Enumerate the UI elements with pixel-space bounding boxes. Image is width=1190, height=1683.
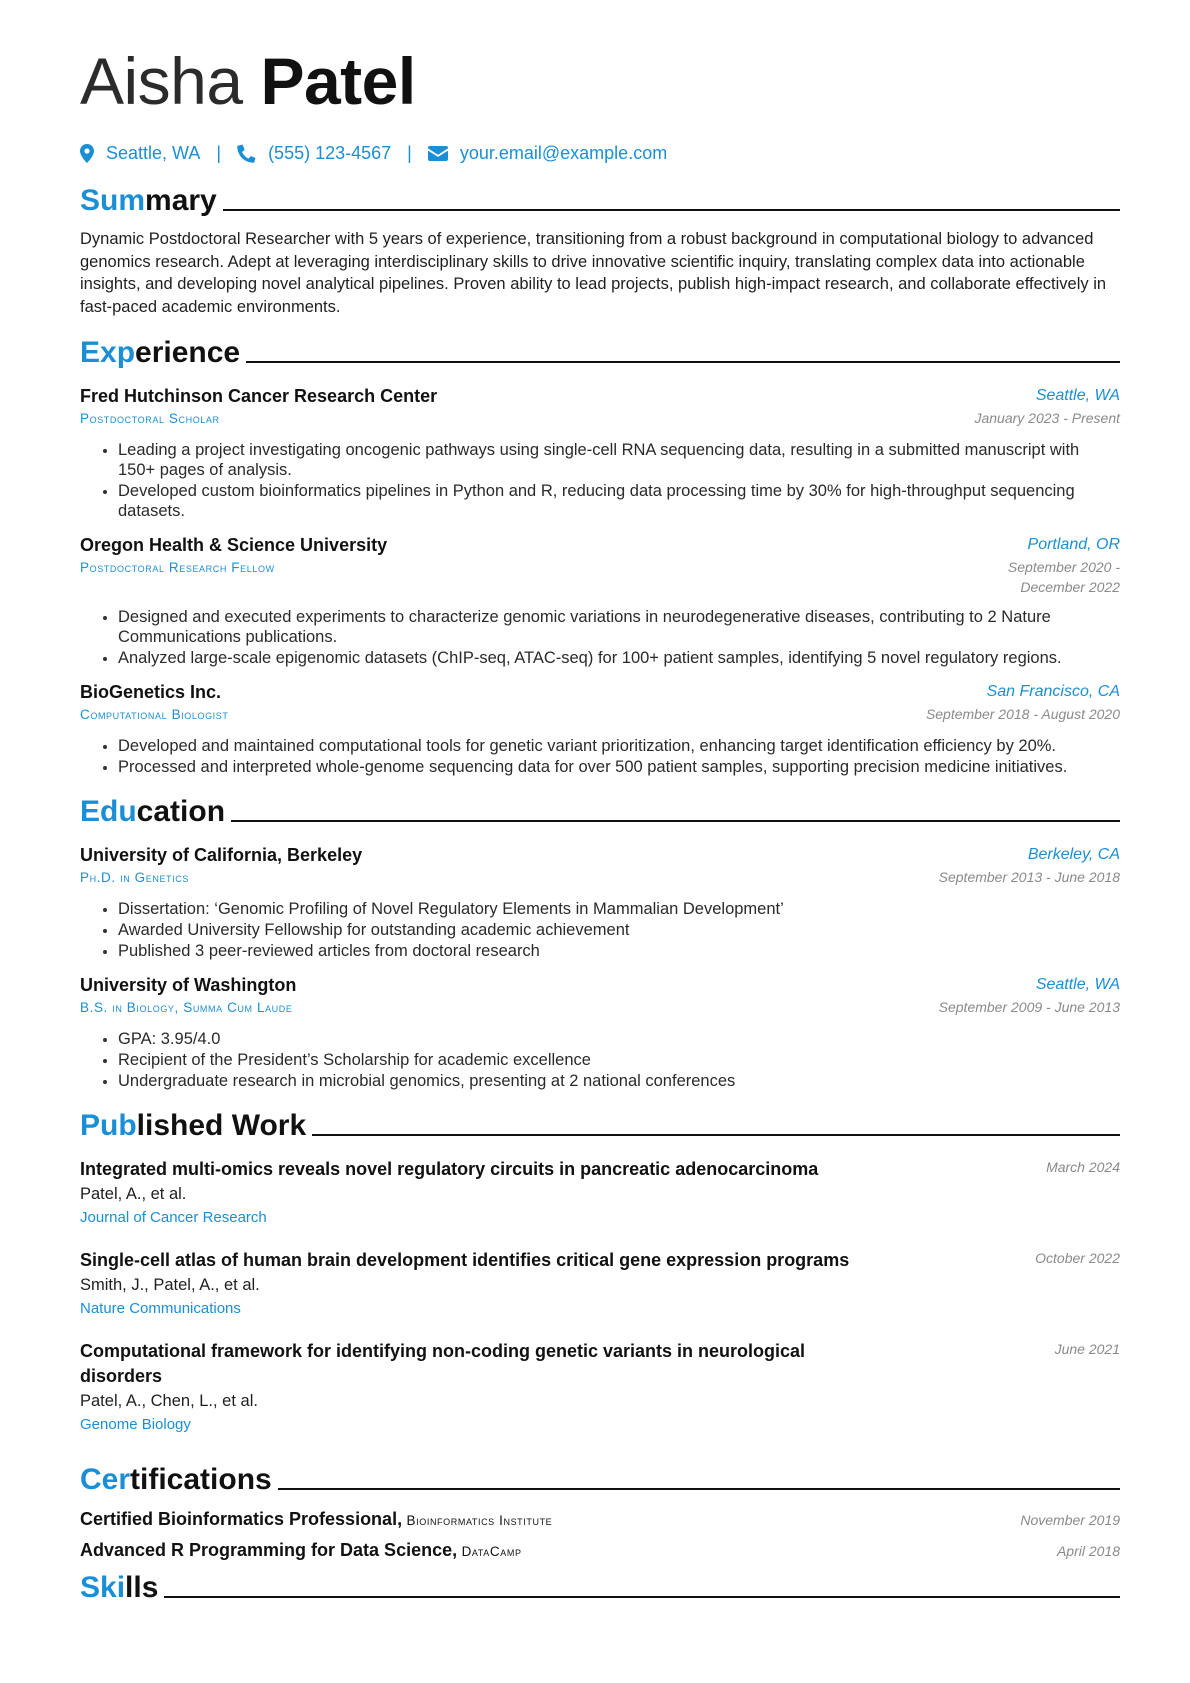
- publication-entry: [80, 1248, 1120, 1321]
- list-item: • Developed and maintained computational tools for genetic variant prioritization, enhancing target identification efficiency by 20%.: [118, 736, 1120, 756]
- list-item: • Developed custom bioinformatics pipelines in Python and R, reducing data processing time by 30% for high-throughput sequencing datasets.: [118, 481, 1120, 521]
- phone-text: (555) 123-4567: [268, 142, 392, 163]
- publication-entry: [80, 1157, 1120, 1230]
- entry-bullets: [80, 1029, 1120, 1091]
- entry-dates: September 2020 - December 2022: [1007, 559, 1120, 595]
- entry-role: Computational Biologist: [80, 707, 229, 722]
- section-certifications-heading: [80, 1459, 1120, 1499]
- section-rule: [312, 1134, 1120, 1136]
- entry-role: Ph.D. in Genetics: [80, 870, 189, 885]
- publication-journal: Genome Biology: [80, 1416, 191, 1433]
- experience-entry: [80, 680, 1120, 777]
- entry-org: Fred Hutchinson Cancer Research Center: [80, 386, 438, 406]
- publication-date: June 2021: [1054, 1341, 1120, 1357]
- publication-journal: Journal of Cancer Research: [80, 1209, 267, 1226]
- section-rule: [278, 1488, 1120, 1490]
- contact-separator: |: [216, 142, 222, 163]
- entry-role: B.S. in Biology, Summa Cum Laude: [80, 1000, 293, 1015]
- publication-title: Computational framework for identifying non-coding genetic variants in neurological disorders: [80, 1341, 806, 1386]
- entry-dates: September 2018 - August 2020: [925, 706, 1120, 722]
- list-item: • Leading a project investigating oncogenic pathways using single-cell RNA sequencing data, resulting in a submitted manuscript with 150+ pages of analysis.: [118, 440, 1120, 480]
- entry-dates: September 2013 - June 2018: [938, 869, 1120, 885]
- contact-separator: |: [407, 142, 412, 163]
- section-skills-heading: [80, 1567, 1120, 1607]
- phone-icon: [237, 144, 256, 163]
- publication-date: October 2022: [1035, 1250, 1120, 1266]
- certification-entry: Certified Bioinformatics Professional, Bioinformatics Institute November 2019: [80, 1509, 1120, 1529]
- experience-entry: [80, 384, 1120, 521]
- entry-org: University of Washington: [80, 975, 297, 995]
- section-experience-heading: [80, 332, 1120, 372]
- certification-name: Advanced R Programming for Data Science: [80, 1540, 453, 1560]
- certification-entry: Advanced R Programming for Data Science, DataCamp April 2018: [80, 1540, 1120, 1560]
- publication-journal: Nature Communications: [80, 1300, 241, 1317]
- section-summary-heading: [80, 180, 1120, 220]
- entry-location: Portland, OR: [1027, 536, 1120, 553]
- publication-date: March 2024: [1046, 1159, 1120, 1175]
- entry-location: Seattle, WA: [1035, 976, 1120, 993]
- section-title: Published Work: [80, 1109, 307, 1142]
- resume-page: [80, 40, 1120, 1607]
- section-rule: [164, 1596, 1120, 1598]
- first-name: Aisha: [80, 44, 243, 118]
- list-item: • Processed and interpreted whole-genome sequencing data for over 500 patient samples, supporting precision medicine initiatives.: [118, 757, 1120, 777]
- email-text: your.email@example.com: [459, 142, 668, 163]
- section-title: Education: [80, 795, 226, 828]
- summary-text: Dynamic Postdoctoral Researcher with 5 years of experience, transitioning from a robust background in computational biology to advanced genomics research. Adept at leveraging interdisciplinary skills to drive innovative scientific inquiry, translating complex data into actionable insights, and developing novel analytical pipelines. Proven ability to lead projects, publish high-impact research, and collaborate effectively in fast-paced academic environments.: [80, 230, 1107, 316]
- section-rule: [231, 820, 1120, 822]
- entry-org: Oregon Health & Science University: [80, 535, 388, 555]
- list-item: • Awarded University Fellowship for outstanding academic achievement: [118, 920, 1120, 940]
- certification-name: Certified Bioinformatics Professional: [80, 1509, 398, 1529]
- certification-date: November 2019: [1020, 1512, 1120, 1528]
- section-published-heading: [80, 1105, 1120, 1145]
- entry-dates: September 2009 - June 2013: [938, 999, 1120, 1015]
- entry-org: University of California, Berkeley: [80, 845, 363, 865]
- section-title: Skills: [80, 1571, 159, 1604]
- contact-bar: [80, 140, 1120, 166]
- publication-entry: [80, 1339, 1120, 1437]
- list-item: • Undergraduate research in microbial genomics, presenting at 2 national conferences: [118, 1071, 1120, 1091]
- envelope-icon: [428, 146, 448, 161]
- education-entry: [80, 843, 1120, 961]
- entry-location: San Francisco, CA: [986, 683, 1120, 700]
- list-item: • Analyzed large-scale epigenomic datasets (ChIP-seq, ATAC-seq) for 100+ patient samples, identifying 5 novel regulatory regions.: [118, 648, 1120, 668]
- publication-title: Integrated multi-omics reveals novel regulatory circuits in pancreatic adenocarcinoma: [80, 1159, 819, 1179]
- certification-issuer: Bioinformatics Institute: [406, 1513, 553, 1528]
- contact-phone[interactable]: [237, 143, 391, 164]
- section-rule: [223, 209, 1120, 211]
- publication-authors: Patel, A., et al.: [80, 1185, 187, 1203]
- entry-role: Postdoctoral Research Fellow: [80, 560, 275, 575]
- candidate-name: [80, 40, 1120, 122]
- publication-authors: Smith, J., Patel, A., et al.: [80, 1276, 260, 1294]
- publication-authors: Patel, A., Chen, L., et al.: [80, 1392, 258, 1410]
- contact-email[interactable]: [428, 143, 667, 164]
- entry-bullets: [80, 440, 1120, 521]
- section-title: Certifications: [80, 1463, 272, 1496]
- entry-bullets: [80, 607, 1120, 668]
- entry-location: Berkeley, CA: [1027, 846, 1120, 863]
- last-name: Patel: [260, 44, 416, 118]
- section-rule: [246, 361, 1120, 363]
- section-title: Experience: [80, 336, 241, 369]
- contact-location: [80, 143, 200, 164]
- experience-entry: [80, 533, 1120, 668]
- list-item: • Published 3 peer-reviewed articles from doctoral research: [118, 941, 1120, 961]
- entry-role: Postdoctoral Scholar: [80, 411, 220, 426]
- certification-issuer: DataCamp: [461, 1544, 522, 1559]
- list-item: • Recipient of the President’s Scholarship for academic excellence: [118, 1050, 1120, 1070]
- section-title: Summary: [80, 184, 217, 217]
- list-item: • GPA: 3.95/4.0: [118, 1029, 1120, 1049]
- certification-date: April 2018: [1056, 1543, 1120, 1559]
- entry-dates: January 2023 - Present: [974, 410, 1120, 426]
- entry-location: Seattle, WA: [1035, 387, 1120, 404]
- location-text: Seattle, WA: [106, 142, 201, 163]
- section-education-heading: [80, 791, 1120, 831]
- list-item: • Dissertation: ‘Genomic Profiling of Novel Regulatory Elements in Mammalian Development’: [118, 899, 1120, 919]
- list-item: • Designed and executed experiments to characterize genomic variations in neurodegenerative diseases, contributing to 2 Nature Communications publications.: [118, 607, 1120, 647]
- entry-bullets: [80, 736, 1120, 777]
- map-pin-icon: [80, 144, 94, 163]
- publication-title: Single-cell atlas of human brain development identifies critical gene expression programs: [80, 1250, 850, 1270]
- entry-bullets: [80, 899, 1120, 961]
- education-entry: [80, 973, 1120, 1091]
- entry-org: BioGenetics Inc.: [80, 682, 222, 702]
